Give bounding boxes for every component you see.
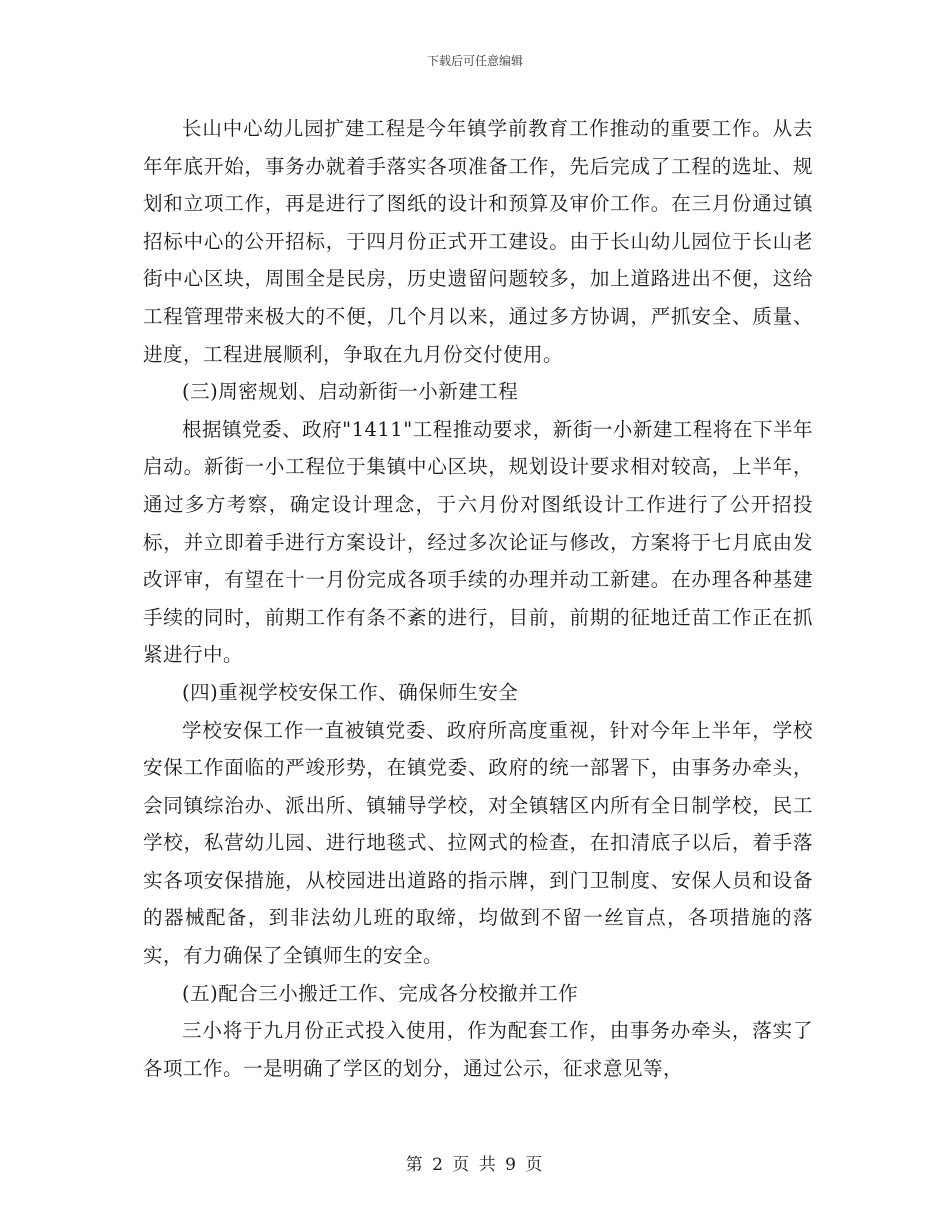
paragraph-kindergarten-expansion: 长山中心幼儿园扩建工程是今年镇学前教育工作推动的重要工作。从去年年底开始，事务办就着手落实各项准备工作，先后完成了工程的选址、规划和立项工作，再是进行了图纸的设计和预算及审价工作。在三月份通过镇招标中心的公开招标，于四月份正式开工建设。由于长山幼儿园位于长山老街中心区块，周围全是民房，历史遗留问题较多，加上道路进出不便，这给工程管理带来极大的不便，几个月以来，通过多方协调，严抓安全、质量、进度，工程进展顺利，争取在九月份交付使用。 [143,117,813,366]
paragraph-school-security: 学校安保工作一直被镇党委、政府所高度重视，针对今年上半年，学校安保工作面临的严竣形势，在镇党委、政府的统一部署下，由事务办牵头，会同镇综治办、派出所、镇辅导学校，对全镇辖区内所有全日制学校，民工学校，私营幼儿园、进行地毯式、拉网式的检查，在扣清底子以后，着手落实各项安保措施，从校园进出道路的指示牌，到门卫制度、安保人员和设备的器械配备，到非法幼儿班的取缔，均做到不留一丝盲点，各项措施的落实，有力确保了全镇师生的安全。 [143,718,813,968]
section-heading-5: (五)配合三小搬迁工作、完成各分校撤并工作 [182,981,579,1005]
page-number: 第 2 页 共 9 页 [405,1155,545,1175]
section-heading-3: (三)周密规划、启动新街一小新建工程 [182,380,519,404]
section-heading-4: (四)重视学校安保工作、确保师生安全 [182,680,519,704]
paragraph-xinjie-school: 根据镇党委、政府"1411"工程推动要求，新街一小新建工程将在下半年启动。新街一小工程位于集镇中心区块，规划设计要求相对较高，上半年，通过多方考察，确定设计理念，于六月份对图纸设计工作进行了公开招投标，并立即着手进行方案设计，经过多次论证与修改，方案将于七月底由发改评审，有望在十一月份完成各项手续的办理并动工新建。在办理各种基建手续的同时，前期工作有条不紊的进行，目前，前期的征地迁苗工作正在抓紧进行中。 [143,417,813,667]
document-body [143,110,813,1087]
paragraph-school-relocation: 三小将于九月份正式投入使用，作为配套工作，由事务办牵头，落实了各项工作。一是明确了学区的划分，通过公示，征求意见等， [143,1019,813,1080]
header-note: 下载后可任意编辑 [426,54,523,68]
